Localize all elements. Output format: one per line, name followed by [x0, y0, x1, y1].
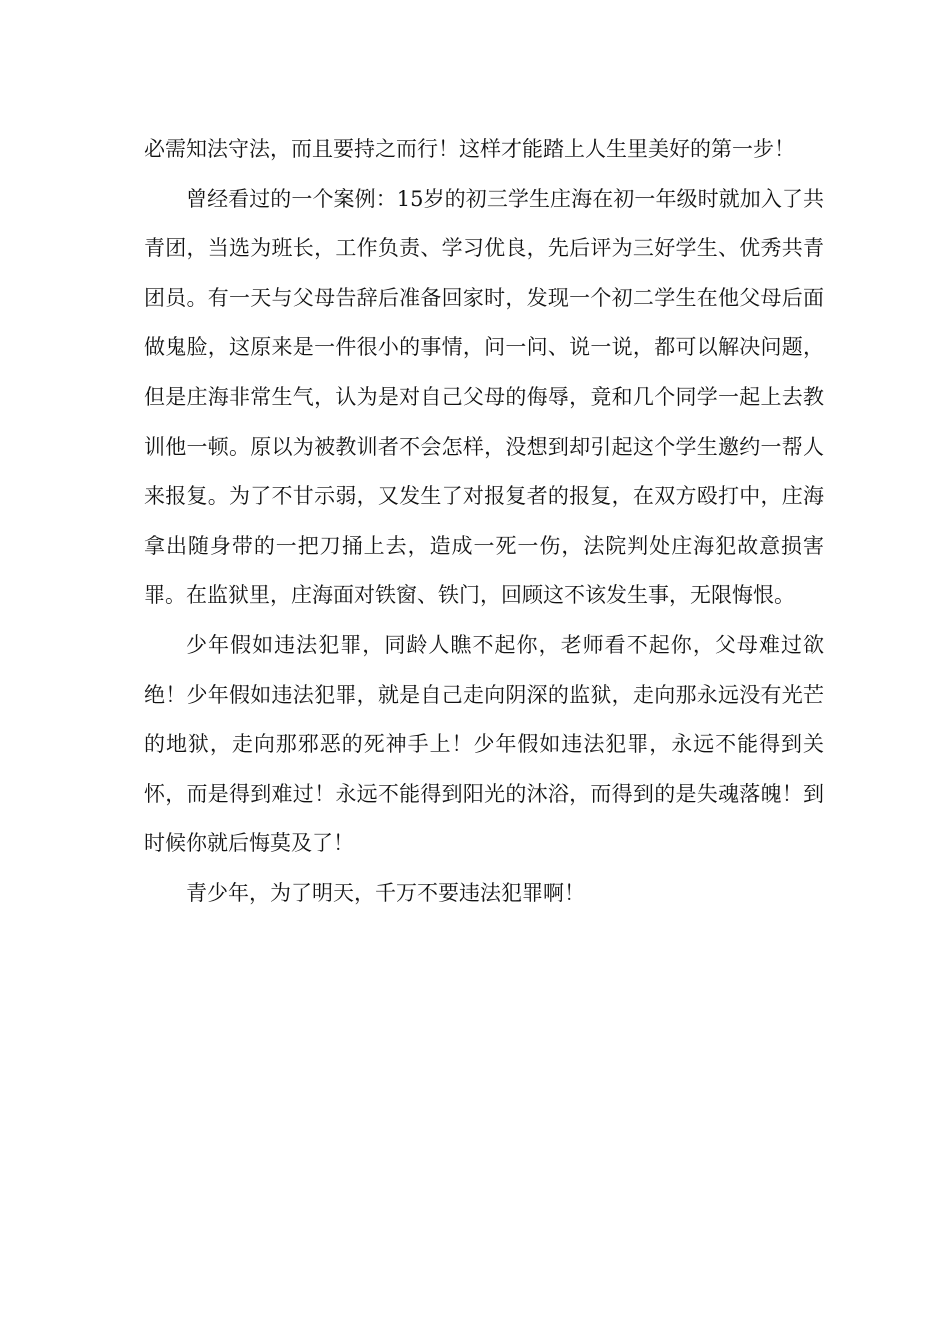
paragraph-continuation: 必需知法守法，而且要持之而行！这样才能踏上人生里美好的第一步！: [144, 137, 795, 161]
paragraph-case-story: 曾经看过的一个案例：15岁的初三学生庄海在初一年级时就加入了共青团，当选为班长，工作负责、学习优良，先后评为三好学生、优秀共青团员。有一天与父母告辞后准备回家时，发现一个初二学生在他父母后面做鬼脸，这原来是一件很小的事情，问一问、说一说，都可以解决问题，但是庄海非常生气，认为是对自己父母的侮辱，竟和几个同学一起上去教训他一顿。原以为被教训者不会怎样，没想到却引起这个学生邀约一帮人来报复。为了不甘示弱，又发生了对报复者的报复，在双方殴打中，庄海拿出随身带的一把刀捅上去，造成一死一伤，法院判处庄海犯故意损害罪。在监狱里，庄海面对铁窗、铁门，回顾这不该发生事，无限悔恨。: [144, 186, 824, 608]
paragraph-consequences: 少年假如违法犯罪，同龄人瞧不起你，老师看不起你，父母难过欲绝！少年假如违法犯罪，就是自己走向阴深的监狱，走向那永远没有光芒的地狱，走向那邪恶的死神手上！少年假如违法犯罪，永远不能得到关怀，而是得到难过！永远不能得到阳光的沐浴，而得到的是失魂落魄！到时候你就后悔莫及了！: [144, 632, 824, 856]
paragraph-closing: 青少年，为了明天，千万不要违法犯罪啊！: [186, 880, 585, 905]
document-body: [144, 125, 824, 919]
